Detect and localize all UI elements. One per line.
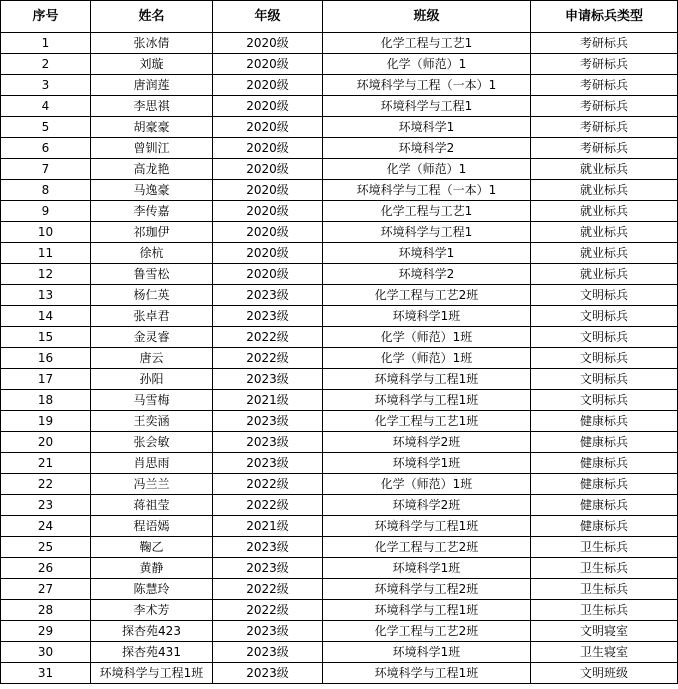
table-row bbox=[1, 33, 678, 54]
table-row bbox=[1, 537, 678, 558]
cell-class: 环境科学与工程（一本）1 bbox=[323, 180, 531, 201]
cell-index: 16 bbox=[1, 348, 91, 369]
cell-grade: 2020级 bbox=[213, 54, 323, 75]
cell-grade: 2023级 bbox=[213, 537, 323, 558]
cell-index: 14 bbox=[1, 306, 91, 327]
cell-grade: 2020级 bbox=[213, 180, 323, 201]
cell-name: 唐润莲 bbox=[91, 75, 213, 96]
cell-grade: 2023级 bbox=[213, 411, 323, 432]
cell-grade: 2020级 bbox=[213, 75, 323, 96]
cell-award-type: 文明标兵 bbox=[531, 369, 678, 390]
cell-index: 11 bbox=[1, 243, 91, 264]
cell-grade: 2021级 bbox=[213, 516, 323, 537]
cell-award-type: 就业标兵 bbox=[531, 159, 678, 180]
cell-index: 15 bbox=[1, 327, 91, 348]
cell-grade: 2023级 bbox=[213, 558, 323, 579]
cell-award-type: 考研标兵 bbox=[531, 54, 678, 75]
header-award-type: 申请标兵类型 bbox=[531, 1, 678, 33]
cell-index: 27 bbox=[1, 579, 91, 600]
cell-index: 3 bbox=[1, 75, 91, 96]
table-row bbox=[1, 516, 678, 537]
cell-award-type: 就业标兵 bbox=[531, 243, 678, 264]
table-row bbox=[1, 621, 678, 642]
cell-award-type: 文明标兵 bbox=[531, 285, 678, 306]
cell-name: 黄静 bbox=[91, 558, 213, 579]
cell-class: 环境科学与工程1班 bbox=[323, 369, 531, 390]
cell-class: 化学（师范）1班 bbox=[323, 474, 531, 495]
cell-class: 环境科学1班 bbox=[323, 306, 531, 327]
cell-grade: 2020级 bbox=[213, 33, 323, 54]
cell-name: 李思祺 bbox=[91, 96, 213, 117]
table-row bbox=[1, 75, 678, 96]
cell-class: 化学工程与工艺2班 bbox=[323, 285, 531, 306]
table-row bbox=[1, 327, 678, 348]
cell-name: 李术芳 bbox=[91, 600, 213, 621]
cell-grade: 2022级 bbox=[213, 348, 323, 369]
cell-class: 化学工程与工艺2班 bbox=[323, 621, 531, 642]
cell-class: 化学工程与工艺1 bbox=[323, 33, 531, 54]
cell-name: 程语嫣 bbox=[91, 516, 213, 537]
table-row bbox=[1, 159, 678, 180]
cell-grade: 2020级 bbox=[213, 243, 323, 264]
cell-index: 9 bbox=[1, 201, 91, 222]
cell-class: 化学工程与工艺2班 bbox=[323, 537, 531, 558]
cell-index: 31 bbox=[1, 663, 91, 684]
cell-name: 张卓君 bbox=[91, 306, 213, 327]
cell-class: 化学（师范）1 bbox=[323, 54, 531, 75]
cell-name: 唐云 bbox=[91, 348, 213, 369]
cell-grade: 2021级 bbox=[213, 390, 323, 411]
table-row bbox=[1, 411, 678, 432]
cell-class: 环境科学与工程1班 bbox=[323, 663, 531, 684]
cell-index: 21 bbox=[1, 453, 91, 474]
cell-class: 环境科学与工程1 bbox=[323, 222, 531, 243]
cell-index: 8 bbox=[1, 180, 91, 201]
table-row bbox=[1, 579, 678, 600]
cell-name: 肖思雨 bbox=[91, 453, 213, 474]
table-row bbox=[1, 180, 678, 201]
table-row bbox=[1, 369, 678, 390]
cell-index: 19 bbox=[1, 411, 91, 432]
cell-class: 化学（师范）1班 bbox=[323, 348, 531, 369]
cell-name: 环境科学与工程1班 bbox=[91, 663, 213, 684]
cell-class: 环境科学1班 bbox=[323, 558, 531, 579]
cell-name: 王奕涵 bbox=[91, 411, 213, 432]
cell-class: 化学（师范）1 bbox=[323, 159, 531, 180]
cell-index: 25 bbox=[1, 537, 91, 558]
cell-award-type: 健康标兵 bbox=[531, 453, 678, 474]
cell-index: 18 bbox=[1, 390, 91, 411]
cell-index: 29 bbox=[1, 621, 91, 642]
cell-award-type: 考研标兵 bbox=[531, 75, 678, 96]
cell-index: 22 bbox=[1, 474, 91, 495]
header-class: 班级 bbox=[323, 1, 531, 33]
table-row bbox=[1, 306, 678, 327]
cell-index: 28 bbox=[1, 600, 91, 621]
cell-index: 30 bbox=[1, 642, 91, 663]
cell-name: 鲁雪松 bbox=[91, 264, 213, 285]
table-row bbox=[1, 495, 678, 516]
cell-grade: 2020级 bbox=[213, 117, 323, 138]
cell-award-type: 考研标兵 bbox=[531, 117, 678, 138]
cell-class: 环境科学与工程1班 bbox=[323, 600, 531, 621]
cell-grade: 2023级 bbox=[213, 642, 323, 663]
cell-name: 探杏苑423 bbox=[91, 621, 213, 642]
table-row bbox=[1, 54, 678, 75]
cell-class: 环境科学与工程1班 bbox=[323, 516, 531, 537]
cell-name: 冯兰兰 bbox=[91, 474, 213, 495]
header-index: 序号 bbox=[1, 1, 91, 33]
cell-name: 陈慧玲 bbox=[91, 579, 213, 600]
cell-name: 杨仁英 bbox=[91, 285, 213, 306]
cell-index: 13 bbox=[1, 285, 91, 306]
cell-class: 环境科学与工程1班 bbox=[323, 390, 531, 411]
cell-name: 高龙艳 bbox=[91, 159, 213, 180]
cell-award-type: 健康标兵 bbox=[531, 516, 678, 537]
table-row bbox=[1, 453, 678, 474]
cell-award-type: 健康标兵 bbox=[531, 411, 678, 432]
cell-class: 环境科学与工程1 bbox=[323, 96, 531, 117]
cell-name: 李传嘉 bbox=[91, 201, 213, 222]
table-body bbox=[1, 33, 678, 684]
cell-name: 蒋祖莹 bbox=[91, 495, 213, 516]
cell-grade: 2022级 bbox=[213, 600, 323, 621]
cell-name: 徐杭 bbox=[91, 243, 213, 264]
cell-class: 环境科学2 bbox=[323, 138, 531, 159]
table-row bbox=[1, 138, 678, 159]
cell-name: 马雪梅 bbox=[91, 390, 213, 411]
cell-class: 环境科学与工程2班 bbox=[323, 579, 531, 600]
cell-grade: 2023级 bbox=[213, 369, 323, 390]
cell-award-type: 文明班级 bbox=[531, 663, 678, 684]
table-row bbox=[1, 117, 678, 138]
cell-award-type: 文明标兵 bbox=[531, 306, 678, 327]
cell-index: 23 bbox=[1, 495, 91, 516]
cell-index: 12 bbox=[1, 264, 91, 285]
cell-award-type: 考研标兵 bbox=[531, 138, 678, 159]
cell-name: 探杏苑431 bbox=[91, 642, 213, 663]
cell-award-type: 考研标兵 bbox=[531, 33, 678, 54]
cell-award-type: 文明标兵 bbox=[531, 348, 678, 369]
cell-index: 5 bbox=[1, 117, 91, 138]
cell-name: 孙阳 bbox=[91, 369, 213, 390]
cell-grade: 2023级 bbox=[213, 285, 323, 306]
cell-name: 曾钏江 bbox=[91, 138, 213, 159]
cell-class: 化学工程与工艺1 bbox=[323, 201, 531, 222]
cell-grade: 2023级 bbox=[213, 663, 323, 684]
cell-name: 鞠乙 bbox=[91, 537, 213, 558]
cell-award-type: 健康标兵 bbox=[531, 432, 678, 453]
cell-index: 1 bbox=[1, 33, 91, 54]
cell-grade: 2022级 bbox=[213, 474, 323, 495]
cell-grade: 2023级 bbox=[213, 306, 323, 327]
cell-grade: 2022级 bbox=[213, 495, 323, 516]
table-row bbox=[1, 264, 678, 285]
cell-class: 环境科学2 bbox=[323, 264, 531, 285]
cell-award-type: 就业标兵 bbox=[531, 201, 678, 222]
cell-class: 环境科学1班 bbox=[323, 453, 531, 474]
table-row bbox=[1, 348, 678, 369]
cell-index: 17 bbox=[1, 369, 91, 390]
table-row bbox=[1, 243, 678, 264]
table-row bbox=[1, 642, 678, 663]
cell-class: 环境科学与工程（一本）1 bbox=[323, 75, 531, 96]
cell-award-type: 卫生标兵 bbox=[531, 537, 678, 558]
table-row bbox=[1, 558, 678, 579]
cell-award-type: 卫生标兵 bbox=[531, 558, 678, 579]
table-header bbox=[1, 1, 678, 33]
cell-name: 刘璇 bbox=[91, 54, 213, 75]
cell-index: 26 bbox=[1, 558, 91, 579]
cell-index: 24 bbox=[1, 516, 91, 537]
cell-grade: 2020级 bbox=[213, 264, 323, 285]
cell-grade: 2022级 bbox=[213, 327, 323, 348]
table-row bbox=[1, 222, 678, 243]
cell-grade: 2020级 bbox=[213, 201, 323, 222]
cell-class: 环境科学2班 bbox=[323, 432, 531, 453]
table-row bbox=[1, 96, 678, 117]
cell-grade: 2023级 bbox=[213, 621, 323, 642]
cell-index: 10 bbox=[1, 222, 91, 243]
cell-name: 张冰倩 bbox=[91, 33, 213, 54]
cell-award-type: 文明标兵 bbox=[531, 327, 678, 348]
cell-class: 化学工程与工艺1班 bbox=[323, 411, 531, 432]
cell-name: 张会敏 bbox=[91, 432, 213, 453]
cell-grade: 2020级 bbox=[213, 159, 323, 180]
cell-index: 20 bbox=[1, 432, 91, 453]
cell-name: 胡豪豪 bbox=[91, 117, 213, 138]
cell-grade: 2023级 bbox=[213, 453, 323, 474]
cell-award-type: 文明寝室 bbox=[531, 621, 678, 642]
cell-index: 4 bbox=[1, 96, 91, 117]
header-name: 姓名 bbox=[91, 1, 213, 33]
cell-class: 环境科学2班 bbox=[323, 495, 531, 516]
table-row bbox=[1, 201, 678, 222]
cell-award-type: 卫生寝室 bbox=[531, 642, 678, 663]
cell-award-type: 就业标兵 bbox=[531, 180, 678, 201]
cell-index: 7 bbox=[1, 159, 91, 180]
cell-grade: 2022级 bbox=[213, 579, 323, 600]
cell-award-type: 卫生标兵 bbox=[531, 579, 678, 600]
cell-award-type: 健康标兵 bbox=[531, 474, 678, 495]
table-row bbox=[1, 432, 678, 453]
table-row bbox=[1, 600, 678, 621]
cell-grade: 2023级 bbox=[213, 432, 323, 453]
cell-class: 环境科学1班 bbox=[323, 642, 531, 663]
cell-class: 环境科学1 bbox=[323, 243, 531, 264]
cell-award-type: 文明标兵 bbox=[531, 390, 678, 411]
cell-grade: 2020级 bbox=[213, 222, 323, 243]
cell-index: 6 bbox=[1, 138, 91, 159]
cell-grade: 2020级 bbox=[213, 96, 323, 117]
cell-name: 祁珈伊 bbox=[91, 222, 213, 243]
cell-class: 环境科学1 bbox=[323, 117, 531, 138]
table-row bbox=[1, 663, 678, 684]
table-row bbox=[1, 390, 678, 411]
cell-award-type: 就业标兵 bbox=[531, 264, 678, 285]
cell-grade: 2020级 bbox=[213, 138, 323, 159]
cell-index: 2 bbox=[1, 54, 91, 75]
cell-award-type: 健康标兵 bbox=[531, 495, 678, 516]
cell-name: 马逸豪 bbox=[91, 180, 213, 201]
table-row bbox=[1, 285, 678, 306]
cell-award-type: 卫生标兵 bbox=[531, 600, 678, 621]
cell-award-type: 考研标兵 bbox=[531, 96, 678, 117]
header-row bbox=[1, 1, 678, 33]
header-grade: 年级 bbox=[213, 1, 323, 33]
cell-name: 金灵睿 bbox=[91, 327, 213, 348]
cell-award-type: 就业标兵 bbox=[531, 222, 678, 243]
cell-class: 化学（师范）1班 bbox=[323, 327, 531, 348]
table-row bbox=[1, 474, 678, 495]
